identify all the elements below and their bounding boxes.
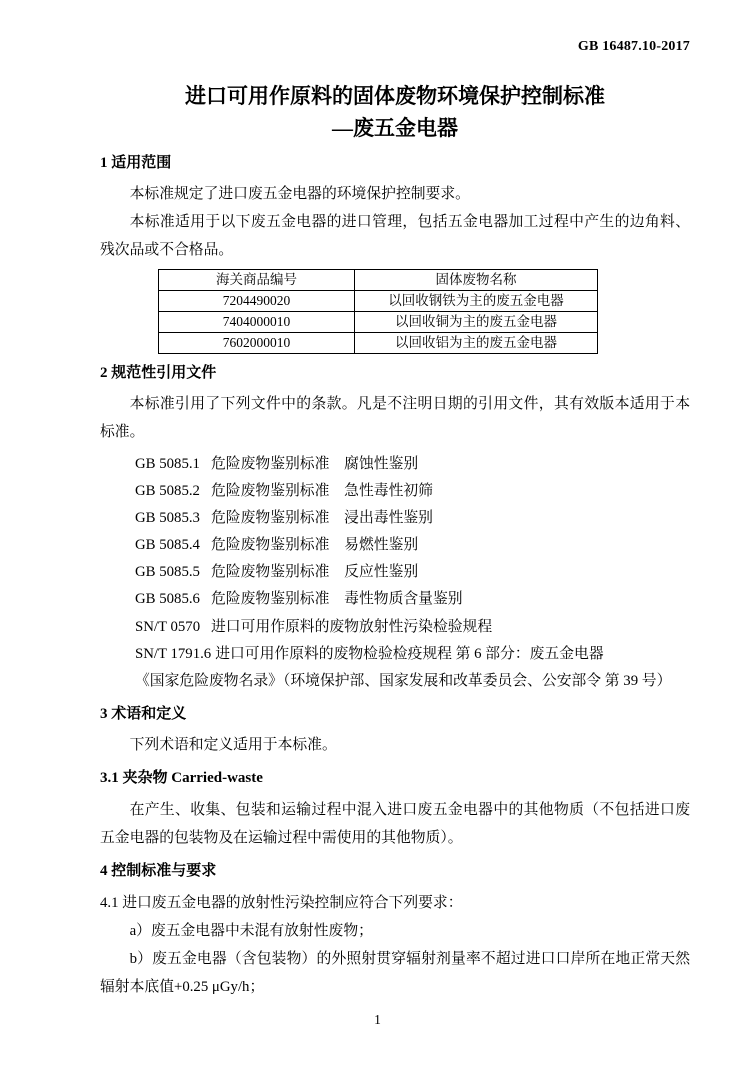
reference-item [135,451,690,478]
table-row [159,312,598,333]
reference-title: 危险废物鉴别标准 反应性鉴别 [211,564,419,581]
term-3-1-heading [100,767,690,789]
table-row [159,333,598,354]
reference-code: GB 5085.4 [135,537,200,554]
document-code: GB 16487.10-2017 [577,39,690,54]
term-name: 夹杂物 [122,769,168,786]
reference-code: GB 5085.5 [135,564,200,581]
reference-item [135,641,690,668]
reference-item [135,532,690,559]
terms-intro: 下列术语和定义适用于本标准。 [129,736,337,753]
table-cell-name: 以回收铜为主的废五金电器 [355,312,598,333]
reference-item [135,586,690,613]
reference-code: SN/T 1791.6 [135,645,212,662]
clause-4-1-item-b: b）废五金电器（含包装物）的外照射贯穿辐射剂量率不超过进口口岸所在地正常天然辐射本底值+0.25 μGy/h； [100,950,690,995]
reference-title: 危险废物鉴别标准 易燃性鉴别 [211,537,419,554]
reference-code: GB 5085.6 [135,591,200,608]
section-1-heading: 1 适用范围 [100,155,172,171]
reference-title: 危险废物鉴别标准 急性毒性初筛 [211,483,433,500]
term-name-english: Carried-waste [171,769,263,786]
reference-title: 危险废物鉴别标准 腐蚀性鉴别 [211,456,419,472]
references-intro: 本标准引用了下列文件中的条款。凡是不注明日期的引用文件，其有效版本适用于本标准。 [100,396,690,440]
table-cell-code: 7602000010 [159,333,355,354]
table-header-waste-name: 固体废物名称 [355,270,598,291]
document-title-line1: 进口可用作原料的固体废物环境保护控制标准 [185,84,605,108]
page-number: 1 [374,1012,381,1027]
reference-code: GB 5085.3 [135,510,200,527]
table-header-hs-code: 海关商品编号 [159,270,355,291]
reference-item [135,478,690,505]
hs-code-table [158,269,598,354]
clause-4-1-item-a: a）废五金电器中未混有放射性废物； [129,922,373,939]
section-2-heading: 2 规范性引用文件 [100,365,217,381]
table-header-row [159,270,598,291]
table-row [159,291,598,312]
section-4-heading: 4 控制标准与要求 [100,862,217,879]
national-hazardous-waste-list-reference: 《国家危险废物名录》（环境保护部、国家发展和改革委员会、公安部令 第 39 号） [135,672,672,689]
term-number: 3.1 [100,769,119,786]
reference-code: GB 5085.1 [135,456,200,472]
reference-item [135,559,690,586]
reference-code: GB 5085.2 [135,483,200,500]
table-cell-code: 7404000010 [159,312,355,333]
clause-4-1: 4.1 进口废五金电器的放射性污染控制应符合下列要求： [100,894,463,911]
table-cell-code: 7204490020 [159,291,355,312]
table-cell-name: 以回收铝为主的废五金电器 [355,333,598,354]
reference-list [100,451,690,668]
document-title-line2: —废五金电器 [332,116,458,140]
document-title [100,80,690,144]
reference-title: 危险废物鉴别标准 毒性物质含量鉴别 [211,591,463,608]
reference-code: SN/T 0570 [135,618,201,635]
table-cell-name: 以回收钢铁为主的废五金电器 [355,291,598,312]
reference-item [135,505,690,532]
reference-title: 危险废物鉴别标准 浸出毒性鉴别 [211,510,433,527]
reference-title: 进口可用作原料的废物放射性污染检验规程 [211,618,493,635]
scope-paragraph-2: 本标准适用于以下废五金电器的进口管理，包括五金电器加工过程中产生的边角料、残次品或不合格品。 [100,214,690,258]
term-definition: 在产生、收集、包装和运输过程中混入进口废五金电器中的其他物质（不包括进口废五金电器的包装物及在运输过程中需使用的其他物质）。 [100,801,690,846]
section-3-heading: 3 术语和定义 [100,705,187,722]
reference-title: 进口可用作原料的废物检验检疫规程 第 6 部分：废五金电器 [215,645,604,662]
scope-paragraph-1: 本标准规定了进口废五金电器的环境保护控制要求。 [129,186,470,202]
reference-item [135,614,690,641]
